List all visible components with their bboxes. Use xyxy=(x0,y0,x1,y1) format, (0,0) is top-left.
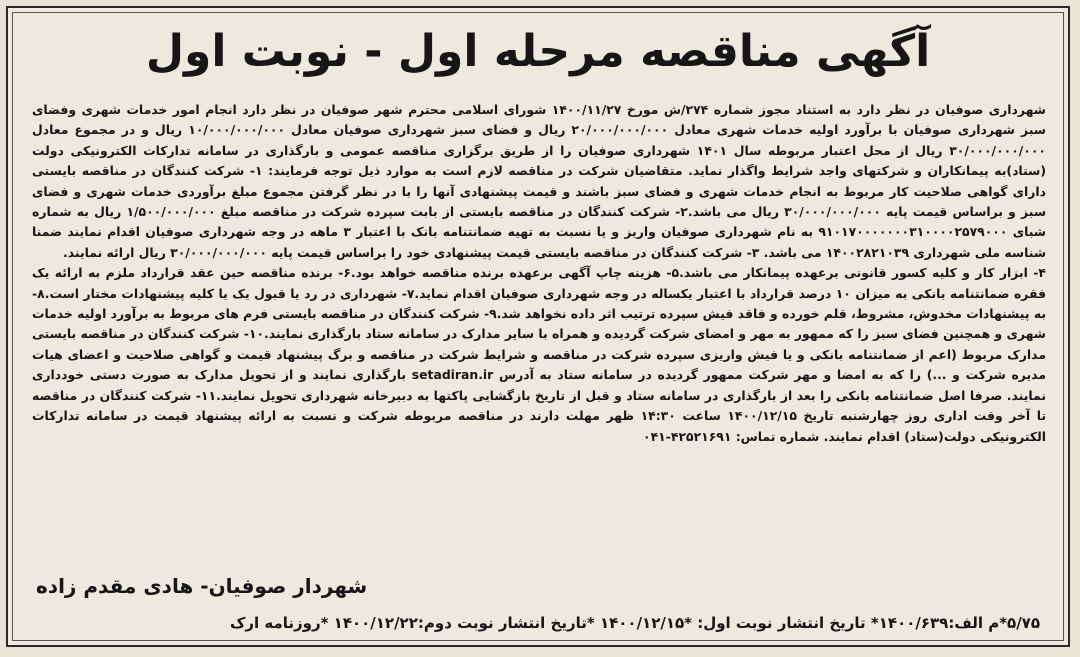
signature-line: شهردار صوفیان- هادی مقدم زاده xyxy=(36,574,368,598)
notice-frame xyxy=(6,6,1070,647)
notice-body xyxy=(32,100,1046,447)
publication-footer: ۵/۷۵*م الف:۱۴۰۰/۶۳۹* تاریخ انتشار نوبت اول: *۱۴۰۰/۱۲/۱۵ *تاریخ انتشار نوبت دوم:۱۴۰۰/۱۲/۲۲ *روزنامه ارک xyxy=(230,614,1040,632)
notice-title: آگهی مناقصه مرحله اول - نوبت اول xyxy=(145,26,931,77)
notice-intro-paragraph: شهرداری صوفیان در نظر دارد به استناد مجوز شماره ۲۷۴/ش مورخ ۱۴۰۰/۱۱/۲۷ شورای اسلامی محترم شهر صوفیان در نظر دارد انجام امور خدمات شهری وفضای سبز شهرداری صوفیان با برآورد اولیه خدمات شهری معادل ۲۰/۰۰۰/۰۰۰/۰۰۰ ریال و فضای سبز شهرداری صوفیان معادل ۱۰/۰۰۰/۰۰۰/۰۰۰ ریال و در مجموع معادل ۳۰/۰۰۰/۰۰۰/۰۰۰ ریال از محل اعتبار مربوطه سال ۱۴۰۱ شهرداری صوفیان را از طریق برگزاری مناقصه عمومی و بارگذاری در سامانه تدارکات الکترونیکی دولت (ستاد)به پیمانکاران و شرکتهای واجد شرایط واگذار نماید. متقاضیان شرکت در مناقصه لازم است به موارد ذیل توجه فرمایند: ۱- شرکت کنندگان در مناقصه بایستی دارای گواهی صلاحیت کار مربوط به انجام خدمات شهری و فضای سبز باشند و قیمت پیشنهادی آنها را با در نظر گرفتن مجموع مبلغ برآوردی خدمات شهری و فضای سبز و براساس قیمت پایه ۳۰/۰۰۰/۰۰۰/۰۰۰ ریال می باشد.۲- شرکت کنندگان در مناقصه بایستی از بابت سپرده شرکت در مناقصه مبلغ ۱/۵۰۰/۰۰۰/۰۰۰ ریال به شماره شبای ۹۱۰۱۷۰۰۰۰۰۰۰۳۱۰۰۰۰۲۵۷۹۰۰۰ به نام شهرداری صوفیان واریز و یا نسبت به تهیه ضمانتنامه بانک با اعتبار ۳ ماهه در وجه شهرداری صوفیان اقدام نمایند ضمنا شناسه ملی شهرداری ۱۴۰۰۲۸۲۱۰۳۹ می باشد. ۳- شرکت کنندگان در مناقصه بایستی قیمت پیشنهادی خود را براساس قیمت پایه ۳۰/۰۰۰/۰۰۰/۰۰۰ ریال ارائه نمایند. xyxy=(32,102,1046,260)
notice-terms-paragraph: ۴- ابزار کار و کلیه کسور قانونی برعهده پیمانکار می باشد.۵- هزینه چاپ آگهی برعهده برنده مناقصه خواهد بود.۶- برنده مناقصه حین عقد قرارداد ملزم به ارائه یک فقره ضمانتنامه بانکی به میزان ۱۰ درصد قرارداد با اعتبار یکساله در وجه شهرداری صوفیان اقدام نماید.۷- شهرداری در رد یا قبول یک یا کلیه پیشنهادات مختار است.۸- به پیشنهادات مخدوش، مشروط، قلم خورده و فاقد فیش سپرده ترتیب اثر داده نخواهد شد.۹- شرکت کنندگان در مناقصه بایستی فرم های مربوط به برآورد اولیه خدمات شهری و همچنین فضای سبز را که ممهور به مهر و امضای شرکت گردیده و همراه با سایر مدارک در سامانه ستاد بارگذاری نمایند.۱۰- شرکت کنندگان در مناقصه بایستی مدارک مربوط (اعم از ضمانتنامه بانکی و یا فیش واریزی سپرده شرکت در مناقصه و شرایط شرکت در مناقصه و برگ پیشنهاد قیمت و گواهی صلاحیت و اعضای هیات مدیره شرکت و ...) را که به امضا و مهر شرکت ممهور گردیده در سامانه ستاد به آدرس setadiran.ir بارگذاری نمایند و از تحویل مدارک به صورت دستی خودداری نمایند. صرفا اصل ضمانتنامه بانکی را بعد از بارگذاری در سامانه ستاد و قبل از تاریخ بازگشایی پاکتها به دبیرخانه شهرداری تحویل نمایند.۱۱- شرکت کنندگان در مناقصه تا آخر وقت اداری روز چهارشنبه تاریخ ۱۴۰۰/۱۲/۱۵ ساعت ۱۴:۳۰ ظهر مهلت دارند در مناقصه مربوطه شرکت و نسبت به ارائه پیشنهاد قیمت در سامانه تدارکات الکترونیکی دولت(ستاد) اقدام نمایند. شماره تماس: ۴۲۵۲۱۶۹۱-۰۴۱ xyxy=(32,265,1047,444)
